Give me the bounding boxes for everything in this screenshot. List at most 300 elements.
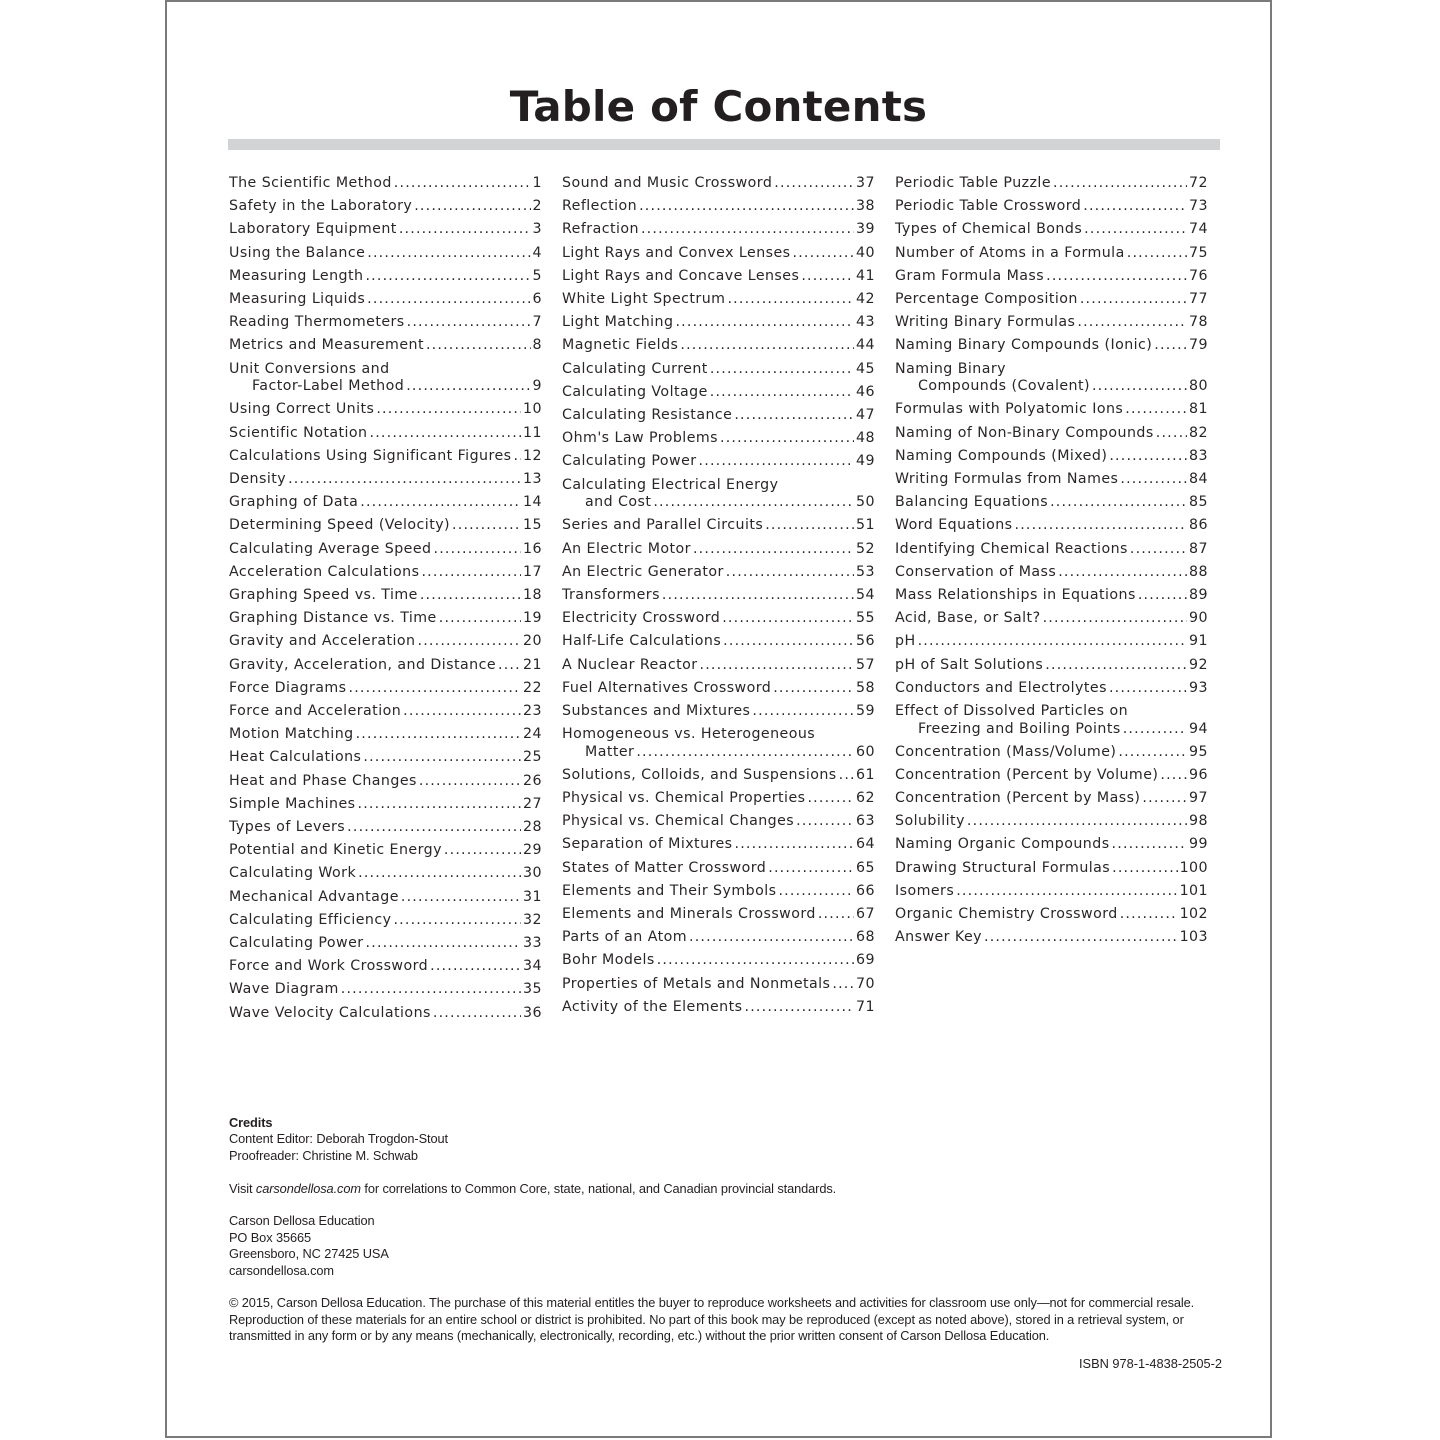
toc-entry-page-number: 101: [1179, 882, 1208, 899]
toc-entry-label: Refraction: [562, 221, 639, 238]
toc-entry-label: Potential and Kinetic Energy: [229, 842, 442, 859]
toc-entry-label: Force and Acceleration: [229, 702, 402, 719]
toc-entry[interactable]: [229, 909, 542, 932]
toc-entry-label: Mechanical Advantage: [229, 888, 399, 905]
toc-entry-label: Using the Balance: [229, 244, 366, 261]
toc-entry-label: pH: [895, 633, 916, 650]
toc-entry-label: Force Diagrams: [229, 679, 347, 696]
toc-entry-page-number: 98: [1189, 813, 1208, 830]
toc-entry[interactable]: [895, 833, 1208, 856]
dot-leader: [778, 880, 854, 903]
toc-entry[interactable]: [229, 422, 542, 445]
toc-entry-label: Identifying Chemical Reactions: [895, 540, 1128, 557]
toc-entry-page-number: 36: [523, 1004, 542, 1021]
dot-leader: [1156, 422, 1187, 445]
toc-entry-label: Types of Levers: [229, 818, 346, 835]
toc-entry-continuation: [229, 378, 542, 396]
toc-entry[interactable]: [229, 723, 542, 746]
toc-entry[interactable]: [895, 677, 1208, 700]
dot-leader: [394, 172, 531, 195]
toc-entry-label: Conductors and Electrolytes: [895, 679, 1107, 696]
toc-entry[interactable]: [895, 810, 1208, 833]
toc-entry-page-number: 88: [1189, 563, 1208, 580]
toc-entry-label: Sound and Music Crossword: [562, 175, 773, 191]
toc-entry-page-number: 65: [856, 859, 875, 876]
dot-leader: [636, 744, 854, 762]
toc-entry-label: Elements and Their Symbols: [562, 882, 777, 899]
toc-entry-label-continued: and Cost: [585, 494, 652, 511]
toc-entry-page-number: 67: [856, 906, 875, 923]
content-editor: Content Editor: Deborah Trogdon-Stout: [229, 1131, 448, 1147]
toc-entry[interactable]: [562, 654, 875, 677]
toc-entry-page-number: 70: [856, 975, 875, 992]
toc-entry-label: Calculating Work: [229, 865, 357, 882]
toc-entry[interactable]: [895, 741, 1208, 764]
toc-entry[interactable]: [562, 242, 875, 265]
publisher-website[interactable]: carsondellosa.com: [229, 1262, 334, 1278]
visit-suffix: for correlations to Common Core, state, national, and Canadian provincial standards.: [360, 1180, 837, 1196]
toc-entry-page-number: 84: [1189, 470, 1208, 487]
toc-entry[interactable]: [895, 311, 1208, 334]
toc-entry[interactable]: [229, 654, 542, 677]
toc-entry[interactable]: [562, 358, 875, 381]
toc-entry[interactable]: [562, 810, 875, 833]
toc-entry-page-number: 34: [523, 958, 542, 975]
toc-entry[interactable]: [229, 746, 542, 769]
toc-entry[interactable]: [562, 195, 875, 218]
toc-entry[interactable]: [895, 195, 1208, 218]
toc-entry[interactable]: [895, 700, 1208, 741]
toc-entry-page-number: 56: [856, 633, 875, 650]
website-link[interactable]: carsondellosa.com: [255, 1180, 361, 1196]
toc-entry-label: Graphing Distance vs. Time: [229, 610, 437, 627]
dot-leader: [367, 242, 530, 265]
toc-entry[interactable]: [562, 265, 875, 288]
toc-entry-label: Periodic Table Puzzle: [895, 175, 1051, 191]
toc-entry-page-number: 96: [1189, 766, 1208, 783]
dot-leader: [720, 427, 854, 450]
dot-leader: [439, 607, 521, 630]
dot-leader: [366, 932, 522, 955]
toc-entry[interactable]: [229, 1002, 542, 1025]
toc-entry[interactable]: [562, 903, 875, 926]
toc-entry[interactable]: [229, 514, 542, 537]
dot-leader: [680, 334, 854, 357]
toc-entry-page-number: 103: [1179, 929, 1208, 946]
toc-entry[interactable]: [895, 445, 1208, 468]
dot-leader: [693, 538, 854, 561]
toc-entry-page-number: 28: [523, 818, 542, 835]
toc-entry-page-number: 24: [523, 726, 542, 743]
toc-entry[interactable]: [562, 427, 875, 450]
toc-entry-page-number: 13: [523, 470, 542, 487]
toc-entry-label: Mass Relationships in Equations: [895, 586, 1136, 603]
toc-entry-page-number: 82: [1189, 424, 1208, 441]
toc-entry[interactable]: [562, 607, 875, 630]
dot-leader: [765, 514, 854, 537]
toc-entry-label: Density: [229, 470, 287, 487]
dot-leader: [1083, 195, 1187, 218]
toc-entry[interactable]: [895, 398, 1208, 421]
toc-entry[interactable]: [562, 996, 875, 1019]
publisher-name: Carson Dellosa Education: [229, 1213, 375, 1229]
toc-entry-label: Physical vs. Chemical Changes: [562, 813, 795, 830]
toc-entry-label: Effect of Dissolved Particles on: [895, 702, 1129, 719]
toc-entry[interactable]: [562, 514, 875, 537]
toc-entry[interactable]: [229, 793, 542, 816]
toc-entry[interactable]: [562, 474, 875, 515]
toc-entry[interactable]: [562, 218, 875, 241]
toc-entry[interactable]: [562, 311, 875, 334]
toc-entry-page-number: 6: [532, 291, 542, 308]
dot-leader: [774, 172, 854, 195]
toc-entry[interactable]: [229, 839, 542, 862]
toc-entry-label: Naming Binary: [895, 360, 1007, 377]
toc-entry-label: Isomers: [895, 882, 955, 899]
toc-entry-label: Metrics and Measurement: [229, 337, 424, 354]
toc-entry[interactable]: [895, 218, 1208, 241]
toc-entry[interactable]: [895, 561, 1208, 584]
document-page: [165, 0, 1272, 1438]
toc-entry-label-continued: Factor-Label Method: [252, 378, 405, 395]
toc-entry-page-number: 21: [523, 656, 542, 673]
toc-entry-page-number: 92: [1189, 656, 1208, 673]
toc-entry[interactable]: [562, 700, 875, 723]
dot-leader: [360, 491, 521, 514]
toc-entry-page-number: 12: [523, 447, 542, 464]
toc-entry-label: Half-Life Calculations: [562, 633, 722, 650]
toc-entry[interactable]: [229, 195, 542, 218]
toc-entry[interactable]: [895, 764, 1208, 787]
dot-leader: [498, 654, 521, 677]
toc-entry-label: Safety in the Laboratory: [229, 198, 413, 215]
toc-entry-page-number: 51: [856, 517, 875, 534]
toc-entry[interactable]: [229, 265, 542, 288]
toc-entry[interactable]: [895, 538, 1208, 561]
dot-leader: [444, 839, 521, 862]
toc-entry-page-number: 86: [1189, 517, 1208, 534]
toc-entry-label: Elements and Minerals Crossword: [562, 906, 816, 923]
dot-leader: [1080, 288, 1187, 311]
toc-entry-label: Light Rays and Convex Lenses: [562, 244, 791, 261]
toc-entry[interactable]: [895, 422, 1208, 445]
dot-leader: [426, 334, 531, 357]
toc-entry-label: Solutions, Colloids, and Suspensions: [562, 766, 837, 783]
dot-leader: [365, 265, 530, 288]
toc-entry[interactable]: [229, 398, 542, 421]
toc-entry-label: Calculating Voltage: [562, 383, 708, 400]
toc-entry[interactable]: [562, 857, 875, 880]
toc-entry-label: Calculating Average Speed: [229, 540, 432, 557]
dot-leader: [401, 886, 521, 909]
toc-entry[interactable]: [229, 955, 542, 978]
toc-entry[interactable]: [562, 172, 875, 195]
toc-entry-page-number: 72: [1189, 175, 1208, 191]
toc-entry[interactable]: [229, 584, 542, 607]
toc-entry-label: Graphing of Data: [229, 494, 359, 511]
dot-leader: [376, 398, 521, 421]
toc-entry-label: Graphing Speed vs. Time: [229, 586, 418, 603]
dot-leader: [1109, 677, 1187, 700]
toc-entry-page-number: 47: [856, 407, 875, 424]
toc-entry-page-number: 89: [1189, 586, 1208, 603]
toc-entry[interactable]: [229, 978, 542, 1001]
toc-entry-page-number: 99: [1189, 836, 1208, 853]
toc-entry[interactable]: [229, 932, 542, 955]
toc-entry-page-number: 76: [1189, 267, 1208, 284]
toc-entry[interactable]: [562, 538, 875, 561]
dot-leader: [513, 445, 521, 468]
toc-entry-label: Homogeneous vs. Heterogeneous: [562, 726, 816, 743]
toc-entry-label: Bohr Models: [562, 952, 655, 969]
toc-entry[interactable]: [895, 514, 1208, 537]
toc-entry[interactable]: [895, 265, 1208, 288]
toc-entry[interactable]: [562, 450, 875, 473]
toc-entry[interactable]: [895, 584, 1208, 607]
toc-entry-label: Parts of an Atom: [562, 929, 688, 946]
toc-entry-page-number: 43: [856, 314, 875, 331]
toc-entry[interactable]: [895, 880, 1208, 903]
dot-leader: [662, 584, 854, 607]
toc-entry[interactable]: [895, 607, 1208, 630]
dot-leader: [1084, 218, 1187, 241]
toc-entry[interactable]: [229, 288, 542, 311]
toc-entry-page-number: 44: [856, 337, 875, 354]
toc-entry[interactable]: [229, 700, 542, 723]
toc-entry-page-number: 102: [1179, 906, 1208, 923]
toc-entry-label: An Electric Generator: [562, 563, 724, 580]
toc-entry-page-number: 41: [856, 267, 875, 284]
dot-leader: [727, 288, 854, 311]
toc-entry[interactable]: [229, 538, 542, 561]
toc-entry[interactable]: [229, 770, 542, 793]
dot-leader: [1120, 468, 1187, 491]
dot-leader: [363, 746, 521, 769]
toc-entry[interactable]: [562, 723, 875, 764]
toc-entry[interactable]: [895, 334, 1208, 357]
toc-entry-page-number: 37: [856, 175, 875, 191]
dot-leader: [1050, 491, 1187, 514]
toc-entry-label: Writing Binary Formulas: [895, 314, 1076, 331]
toc-entry-page-number: 50: [856, 494, 875, 511]
toc-entry[interactable]: [229, 468, 542, 491]
toc-entry[interactable]: [229, 886, 542, 909]
toc-entry-page-number: 97: [1189, 790, 1208, 807]
toc-entry[interactable]: [895, 926, 1208, 949]
toc-entry[interactable]: [895, 358, 1208, 399]
toc-entry-page-number: 29: [523, 842, 542, 859]
dot-leader: [984, 926, 1178, 949]
dot-leader: [641, 218, 854, 241]
dot-leader: [918, 630, 1187, 653]
toc-entry[interactable]: [229, 218, 542, 241]
toc-entry-label: Calculating Efficiency: [229, 911, 392, 928]
toc-entry[interactable]: [562, 764, 875, 787]
toc-entry-page-number: 71: [856, 998, 875, 1015]
toc-entry-page-number: 20: [523, 633, 542, 650]
toc-entry[interactable]: [562, 334, 875, 357]
toc-entry[interactable]: [229, 491, 542, 514]
toc-entry-label: Gravity and Acceleration: [229, 633, 416, 650]
credits-footer: [229, 1115, 1219, 1345]
dot-leader: [768, 857, 854, 880]
toc-entry-label: Word Equations: [895, 517, 1013, 534]
dot-leader: [1077, 311, 1187, 334]
dot-leader: [407, 311, 531, 334]
dot-leader: [433, 538, 521, 561]
toc-entry-page-number: 87: [1189, 540, 1208, 557]
dot-leader: [288, 468, 521, 491]
toc-entry-page-number: 62: [856, 790, 875, 807]
toc-entry-page-number: 9: [532, 378, 542, 395]
toc-entry-label: Gram Formula Mass: [895, 267, 1045, 284]
toc-entry[interactable]: [562, 381, 875, 404]
toc-entry-page-number: 8: [532, 337, 542, 354]
toc-entry-page-number: 42: [856, 291, 875, 308]
dot-leader: [653, 494, 854, 512]
toc-entry-page-number: 14: [523, 494, 542, 511]
isbn: ISBN 978-1-4838-2505-2: [1079, 1356, 1222, 1371]
toc-entry-continuation: [562, 494, 875, 512]
toc-entry[interactable]: [229, 334, 542, 357]
toc-entry-label: Naming of Non-Binary Compounds: [895, 424, 1154, 441]
toc-entry-label: Reflection: [562, 198, 638, 215]
dot-leader: [1138, 584, 1187, 607]
toc-entry-page-number: 49: [856, 453, 875, 470]
dot-leader: [1125, 398, 1187, 421]
toc-entry-label: Solubility: [895, 813, 965, 830]
toc-entry-continuation: [895, 378, 1208, 396]
toc-entry[interactable]: [562, 833, 875, 856]
toc-entry-page-number: 23: [523, 702, 542, 719]
toc-entry-page-number: 77: [1189, 291, 1208, 308]
dot-leader: [1043, 607, 1187, 630]
toc-entry[interactable]: [229, 607, 542, 630]
toc-entry-page-number: 78: [1189, 314, 1208, 331]
toc-entry-page-number: 1: [532, 175, 542, 191]
toc-entry[interactable]: [229, 445, 542, 468]
toc-entry[interactable]: [895, 288, 1208, 311]
toc-entry[interactable]: [229, 561, 542, 584]
toc-entry[interactable]: [562, 288, 875, 311]
toc-entry[interactable]: [895, 857, 1208, 880]
dot-leader: [1118, 741, 1187, 764]
toc-entry[interactable]: [229, 311, 542, 334]
toc-entry-label: Wave Diagram: [229, 981, 339, 998]
toc-entry[interactable]: [895, 903, 1208, 926]
toc-entry-label: Formulas with Polyatomic Ions: [895, 401, 1124, 418]
dot-leader: [807, 787, 854, 810]
toc-entry-page-number: 7: [532, 314, 542, 331]
toc-entry[interactable]: [562, 787, 875, 810]
toc-entry-page-number: 4: [532, 244, 542, 261]
toc-entry[interactable]: [895, 491, 1208, 514]
toc-entry-page-number: 74: [1189, 221, 1208, 238]
toc-entry-label: Balancing Equations: [895, 494, 1049, 511]
toc-entry[interactable]: [562, 949, 875, 972]
toc-entry-page-number: 53: [856, 563, 875, 580]
toc-entry-page-number: 18: [523, 586, 542, 603]
toc-entry-label: Calculating Current: [562, 360, 708, 377]
toc-entry-label: Transformers: [562, 586, 660, 603]
dot-leader: [349, 677, 522, 700]
toc-entry[interactable]: [229, 172, 542, 195]
toc-entry[interactable]: [562, 404, 875, 427]
toc-entry[interactable]: [895, 787, 1208, 810]
dot-leader: [1120, 903, 1178, 926]
toc-entry[interactable]: [229, 242, 542, 265]
toc-entry-label: Series and Parallel Circuits: [562, 517, 764, 534]
dot-leader: [699, 450, 855, 473]
toc-entry-page-number: 57: [856, 656, 875, 673]
dot-leader: [832, 973, 854, 996]
toc-entry[interactable]: [562, 973, 875, 996]
toc-entry-page-number: 90: [1189, 610, 1208, 627]
dot-leader: [710, 358, 854, 381]
toc-entry-label: Acid, Base, or Salt?: [895, 610, 1041, 627]
dot-leader: [839, 764, 854, 787]
toc-entry[interactable]: [562, 584, 875, 607]
toc-entry-label-continued: Freezing and Boiling Points: [918, 720, 1121, 737]
toc-entry-label: Types of Chemical Bonds: [895, 221, 1083, 238]
toc-entry-label: Activity of the Elements: [562, 998, 743, 1015]
toc-entry[interactable]: [229, 677, 542, 700]
dot-leader: [752, 700, 854, 723]
dot-leader: [1142, 787, 1187, 810]
dot-leader: [420, 584, 521, 607]
toc-entry-label: Simple Machines: [229, 795, 356, 812]
toc-entry[interactable]: [895, 654, 1208, 677]
toc-entry[interactable]: [895, 242, 1208, 265]
toc-entry-label: Fuel Alternatives Crossword: [562, 679, 772, 696]
dot-leader: [421, 561, 521, 584]
toc-entry-page-number: 83: [1189, 447, 1208, 464]
toc-entry-label: Measuring Liquids: [229, 291, 366, 308]
dot-leader: [418, 630, 522, 653]
toc-entry-page-number: 100: [1179, 859, 1208, 876]
toc-entry-label: Naming Binary Compounds (Ionic): [895, 337, 1153, 354]
toc-entry-page-number: 25: [523, 749, 542, 766]
dot-leader: [1046, 265, 1187, 288]
toc-entry-label: Ohm's Law Problems: [562, 430, 718, 447]
toc-entry[interactable]: [895, 468, 1208, 491]
toc-entry[interactable]: [895, 172, 1208, 195]
toc-entry[interactable]: [562, 880, 875, 903]
dot-leader: [419, 770, 521, 793]
toc-entry[interactable]: [562, 677, 875, 700]
toc-entry[interactable]: [229, 862, 542, 885]
toc-entry-page-number: 69: [856, 952, 875, 969]
toc-entry-label: Answer Key: [895, 929, 982, 946]
dot-leader: [1112, 857, 1177, 880]
toc-entry-page-number: 16: [523, 540, 542, 557]
toc-entry-label: Scientific Notation: [229, 424, 368, 441]
toc-entry[interactable]: [229, 630, 542, 653]
dot-leader: [793, 242, 855, 265]
toc-entry-page-number: 48: [856, 430, 875, 447]
toc-entry[interactable]: [895, 630, 1208, 653]
toc-entry-label: Magnetic Fields: [562, 337, 679, 354]
toc-entry[interactable]: [562, 630, 875, 653]
toc-entry-page-number: 79: [1189, 337, 1208, 354]
toc-entry[interactable]: [562, 561, 875, 584]
toc-entry[interactable]: [229, 816, 542, 839]
toc-entry-page-number: 26: [523, 772, 542, 789]
toc-entry[interactable]: [229, 358, 542, 399]
toc-entry[interactable]: [562, 926, 875, 949]
toc-entry-label-continued: Matter: [585, 743, 635, 760]
toc-column-2: [562, 172, 875, 1019]
